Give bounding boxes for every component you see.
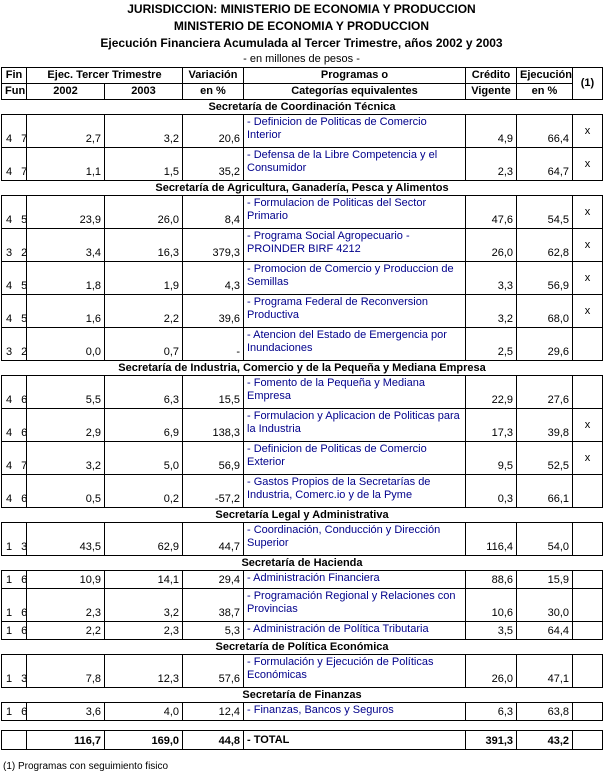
credito-vigente: 2,5 [466, 328, 517, 361]
program-name: - Finanzas, Bancos y Seguros [244, 703, 466, 721]
program-name: - Formulación y Ejecución de Políticas Económicas [244, 655, 466, 688]
program-name: - Definicion de Politicas de Comercio Exterior [244, 442, 466, 475]
program-name: - Formulacion de Politicas del Sector Primario [244, 196, 466, 229]
seguimiento-mark: x [573, 442, 603, 475]
section-header [2, 361, 603, 376]
credito-vigente: 26,0 [466, 229, 517, 262]
program-name: - Fomento de la Pequeña y Mediana Empresa [244, 376, 466, 409]
value-2002: 43,5 [27, 523, 105, 556]
value-2002: 3,6 [27, 703, 105, 721]
fin-fun-code: 3 2 [2, 229, 27, 262]
value-2002: 2,9 [27, 409, 105, 442]
variation-pct: 56,9 [183, 442, 244, 475]
program-name: - Programa Social Agropecuario - PROINDER BIRF 4212 [244, 229, 466, 262]
table-row [2, 148, 603, 181]
table-row [2, 196, 603, 229]
fin-fun-code: 1 6 [2, 571, 27, 589]
section-header [2, 100, 603, 115]
program-name: - Formulacion y Aplicacion de Politicas para la Industria [244, 409, 466, 442]
fin-fun-code: 1 6 [2, 589, 27, 622]
credito-vigente: 4,9 [466, 115, 517, 148]
table-row [2, 571, 603, 589]
seguimiento-mark [573, 655, 603, 688]
value-2003: 62,9 [105, 523, 183, 556]
col-header-ejec: Ejec. Tercer Trimestre [27, 68, 183, 84]
variation-pct: 35,2 [183, 148, 244, 181]
value-2002: 0,0 [27, 328, 105, 361]
fin-fun-code: 4 6 [2, 475, 27, 508]
ejecucion-pct: 52,5 [517, 442, 573, 475]
variation-pct: 44,7 [183, 523, 244, 556]
fin-fun-code: 4 6 [2, 376, 27, 409]
footnote: (1) Programas con seguimiento fisico [3, 761, 169, 772]
seguimiento-mark: x [573, 409, 603, 442]
col-header-var: Variación [183, 68, 244, 84]
variation-pct: 15,5 [183, 376, 244, 409]
table-header-row-2 [2, 84, 603, 100]
value-2003: 16,3 [105, 229, 183, 262]
variation-pct: 8,4 [183, 196, 244, 229]
total-label: - TOTAL [244, 731, 466, 750]
report-units: - en millones de pesos - [243, 53, 360, 65]
program-name: - Atencion del Estado de Emergencia por Inundaciones [244, 328, 466, 361]
program-name: - Programación Regional y Relaciones con Provincias [244, 589, 466, 622]
section-header [2, 640, 603, 655]
col-header-prog: Programas o [244, 68, 466, 84]
variation-pct: 4,3 [183, 262, 244, 295]
value-2003: 6,9 [105, 409, 183, 442]
fin-fun-code: 1 3 [2, 523, 27, 556]
table-header-row-1 [2, 68, 603, 84]
table-row [2, 475, 603, 508]
value-2002: 1,8 [27, 262, 105, 295]
section-header [2, 556, 603, 571]
variation-pct: -57,2 [183, 475, 244, 508]
variation-pct: 12,4 [183, 703, 244, 721]
table-row [2, 229, 603, 262]
seguimiento-mark [573, 523, 603, 556]
ejecucion-pct: 27,6 [517, 376, 573, 409]
value-2002: 23,9 [27, 196, 105, 229]
col-header-2002: 2002 [27, 84, 105, 100]
col-header-cred: Crédito [466, 68, 517, 84]
value-2002: 7,8 [27, 655, 105, 688]
col-header-var-pct: en % [183, 84, 244, 100]
ejecucion-pct: 54,0 [517, 523, 573, 556]
variation-pct: 20,6 [183, 115, 244, 148]
program-name: - Administración de Política Tributaria [244, 622, 466, 640]
credito-vigente: 3,3 [466, 262, 517, 295]
fin-fun-code: 1 6 [2, 703, 27, 721]
ejecucion-pct: 66,4 [517, 115, 573, 148]
total-2003: 169,0 [105, 731, 183, 750]
value-2003: 1,5 [105, 148, 183, 181]
seguimiento-mark: x [573, 295, 603, 328]
seguimiento-mark: x [573, 262, 603, 295]
program-name: - Administración Financiera [244, 571, 466, 589]
ejecucion-pct: 68,0 [517, 295, 573, 328]
section-title: Secretaría de Industria, Comercio y de la Pequeña y Mediana Empresa [2, 361, 603, 376]
variation-pct: - [183, 328, 244, 361]
total-fin-empty [2, 731, 27, 750]
value-2002: 2,2 [27, 622, 105, 640]
credito-vigente: 9,5 [466, 442, 517, 475]
credito-vigente: 3,5 [466, 622, 517, 640]
col-header-fin: Fin [2, 68, 27, 84]
value-2003: 3,2 [105, 589, 183, 622]
ejecucion-pct: 47,1 [517, 655, 573, 688]
variation-pct: 39,6 [183, 295, 244, 328]
section-title: Secretaría de Política Económica [2, 640, 603, 655]
fin-fun-code: 4 7 [2, 148, 27, 181]
value-2003: 6,3 [105, 376, 183, 409]
section-header [2, 181, 603, 196]
fin-fun-code: 4 7 [2, 115, 27, 148]
ejecucion-pct: 39,8 [517, 409, 573, 442]
value-2002: 3,2 [27, 442, 105, 475]
seguimiento-mark [573, 475, 603, 508]
table-row [2, 295, 603, 328]
value-2002: 2,7 [27, 115, 105, 148]
col-header-2003: 2003 [105, 84, 183, 100]
value-2002: 10,9 [27, 571, 105, 589]
value-2002: 2,3 [27, 589, 105, 622]
seguimiento-mark [573, 622, 603, 640]
total-ejecucion: 43,2 [517, 731, 573, 750]
variation-pct: 57,6 [183, 655, 244, 688]
value-2002: 3,4 [27, 229, 105, 262]
ejecucion-pct: 54,5 [517, 196, 573, 229]
report-title-ministry: MINISTERIO DE ECONOMIA Y PRODUCCION [173, 19, 430, 33]
credito-vigente: 22,9 [466, 376, 517, 409]
fin-fun-code: 1 3 [2, 655, 27, 688]
col-header-ejecpct-sub: en % [517, 84, 573, 100]
ejecucion-pct: 64,7 [517, 148, 573, 181]
total-note-empty [573, 731, 603, 750]
credito-vigente: 0,3 [466, 475, 517, 508]
seguimiento-mark: x [573, 148, 603, 181]
ejecucion-pct: 15,9 [517, 571, 573, 589]
table-row [2, 262, 603, 295]
ejecucion-pct: 62,8 [517, 229, 573, 262]
total-variation: 44,8 [183, 731, 244, 750]
section-title: Secretaría Legal y Administrativa [2, 508, 603, 523]
col-header-cred-sub: Vigente [466, 84, 517, 100]
fin-fun-code: 1 6 [2, 622, 27, 640]
credito-vigente: 88,6 [466, 571, 517, 589]
ejecucion-pct: 30,0 [517, 589, 573, 622]
credito-vigente: 2,3 [466, 148, 517, 181]
value-2002: 1,6 [27, 295, 105, 328]
program-name: - Definicion de Politicas de Comercio Interior [244, 115, 466, 148]
section-header [2, 688, 603, 703]
variation-pct: 5,3 [183, 622, 244, 640]
program-name: - Gastos Propios de la Secretarías de Industria, Comerc.io y de la Pyme [244, 475, 466, 508]
execution-table [1, 67, 603, 750]
fin-fun-code: 3 2 [2, 328, 27, 361]
program-name: - Programa Federal de Reconversion Productiva [244, 295, 466, 328]
value-2003: 2,3 [105, 622, 183, 640]
credito-vigente: 10,6 [466, 589, 517, 622]
value-2003: 5,0 [105, 442, 183, 475]
value-2003: 2,2 [105, 295, 183, 328]
section-title: Secretaría de Agricultura, Ganadería, Pesca y Alimentos [2, 181, 603, 196]
seguimiento-mark: x [573, 115, 603, 148]
seguimiento-mark [573, 328, 603, 361]
variation-pct: 379,3 [183, 229, 244, 262]
credito-vigente: 116,4 [466, 523, 517, 556]
table-row [2, 622, 603, 640]
program-name: - Coordinación, Conducción y Dirección Superior [244, 523, 466, 556]
value-2003: 4,0 [105, 703, 183, 721]
credito-vigente: 47,6 [466, 196, 517, 229]
section-header [2, 508, 603, 523]
ejecucion-pct: 29,6 [517, 328, 573, 361]
spacer-cell [2, 721, 603, 731]
report-title-jurisdiction: JURISDICCION: MINISTERIO DE ECONOMIA Y PRODUCCION [127, 2, 476, 16]
total-row [2, 731, 603, 750]
table-row [2, 589, 603, 622]
fin-fun-code: 4 5 [2, 262, 27, 295]
spacer-row [2, 721, 603, 731]
variation-pct: 38,7 [183, 589, 244, 622]
value-2002: 5,5 [27, 376, 105, 409]
value-2003: 3,2 [105, 115, 183, 148]
credito-vigente: 6,3 [466, 703, 517, 721]
credito-vigente: 26,0 [466, 655, 517, 688]
table-row [2, 442, 603, 475]
ejecucion-pct: 63,8 [517, 703, 573, 721]
seguimiento-mark: x [573, 196, 603, 229]
fin-fun-code: 4 7 [2, 442, 27, 475]
ejecucion-pct: 56,9 [517, 262, 573, 295]
program-name: - Promocion de Comercio y Produccion de Semillas [244, 262, 466, 295]
section-title: Secretaría de Coordinación Técnica [2, 100, 603, 115]
credito-vigente: 17,3 [466, 409, 517, 442]
table-row [2, 655, 603, 688]
seguimiento-mark [573, 703, 603, 721]
col-header-ejecpct: Ejecución [517, 68, 573, 84]
seguimiento-mark: x [573, 229, 603, 262]
section-title: Secretaría de Hacienda [2, 556, 603, 571]
table-row [2, 409, 603, 442]
seguimiento-mark [573, 376, 603, 409]
section-title: Secretaría de Finanzas [2, 688, 603, 703]
ejecucion-pct: 66,1 [517, 475, 573, 508]
value-2003: 12,3 [105, 655, 183, 688]
col-header-fun: Fun [2, 84, 27, 100]
fin-fun-code: 4 6 [2, 409, 27, 442]
table-row [2, 376, 603, 409]
table-row [2, 523, 603, 556]
report-title-description: Ejecución Financiera Acumulada al Tercer Trimestre, años 2002 y 2003 [100, 36, 503, 50]
program-name: - Defensa de la Libre Competencia y el Consumidor [244, 148, 466, 181]
seguimiento-mark [573, 589, 603, 622]
value-2003: 0,7 [105, 328, 183, 361]
total-credito: 391,3 [466, 731, 517, 750]
table-row [2, 703, 603, 721]
value-2003: 1,9 [105, 262, 183, 295]
value-2002: 1,1 [27, 148, 105, 181]
value-2002: 0,5 [27, 475, 105, 508]
table-row [2, 115, 603, 148]
total-2002: 116,7 [27, 731, 105, 750]
value-2003: 14,1 [105, 571, 183, 589]
value-2003: 26,0 [105, 196, 183, 229]
fin-fun-code: 4 5 [2, 196, 27, 229]
value-2003: 0,2 [105, 475, 183, 508]
credito-vigente: 3,2 [466, 295, 517, 328]
ejecucion-pct: 64,4 [517, 622, 573, 640]
table-row [2, 328, 603, 361]
seguimiento-mark [573, 571, 603, 589]
variation-pct: 138,3 [183, 409, 244, 442]
col-header-prog-sub: Categorías equivalentes [244, 84, 466, 100]
col-header-note: (1) [573, 68, 603, 100]
fin-fun-code: 4 5 [2, 295, 27, 328]
variation-pct: 29,4 [183, 571, 244, 589]
